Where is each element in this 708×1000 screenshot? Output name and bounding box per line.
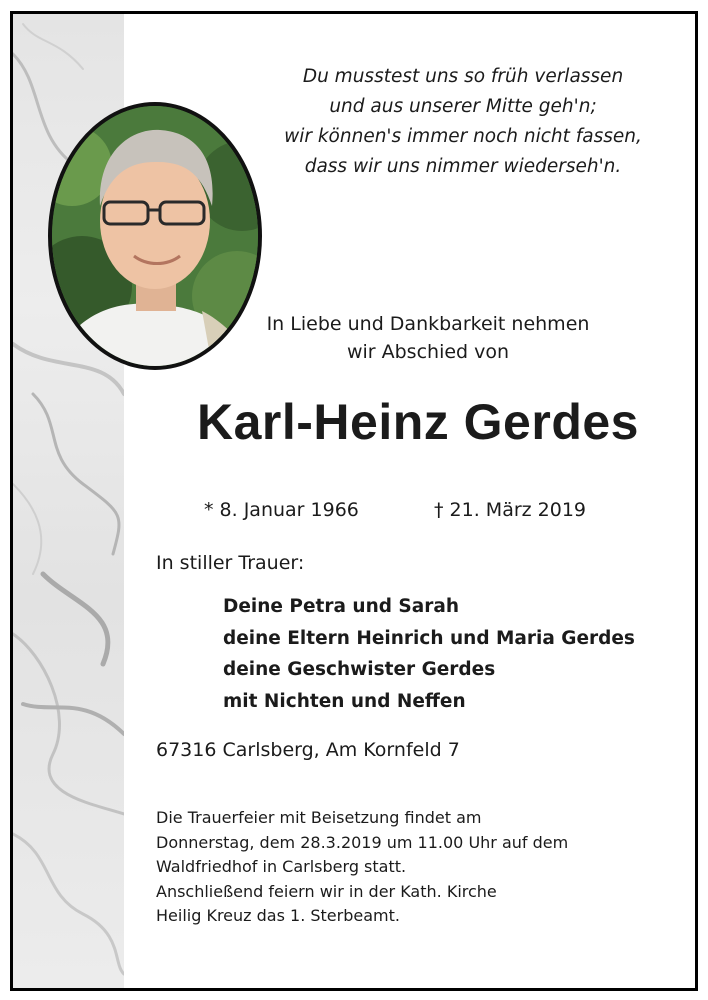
intro-line: In Liebe und Dankbarkeit nehmen: [266, 313, 590, 335]
funeral-line: Donnerstag, dem 28.3.2019 um 11.00 Uhr auf dem: [156, 832, 569, 852]
deceased-name: Karl-Heinz Gerdes: [197, 394, 639, 450]
family-member: Deine Petra und Sarah: [223, 596, 460, 617]
poem-line: wir können's immer noch nicht fassen,: [284, 126, 642, 147]
funeral-line: Waldfriedhof in Carlsberg statt.: [156, 857, 407, 876]
family-address: 67316 Carlsberg, Am Kornfeld 7: [156, 739, 460, 761]
funeral-line: Anschließend feiern wir in der Kath. Kirche: [156, 881, 497, 901]
funeral-line: Heilig Kreuz das 1. Sterbeamt.: [156, 906, 400, 925]
poem-line: und aus unserer Mitte geh'n;: [329, 96, 597, 117]
family-member: deine Eltern Heinrich und Maria Gerdes: [223, 627, 635, 649]
funeral-notice: [156, 806, 568, 929]
portrait-photo: [48, 102, 262, 370]
intro-line: wir Abschied von: [346, 341, 510, 363]
farewell-intro: [263, 310, 593, 366]
family-member: mit Nichten und Neffen: [223, 690, 466, 712]
family-list: [223, 591, 635, 717]
mourning-heading: In stiller Trauer:: [156, 552, 305, 574]
family-member: deine Geschwister Gerdes: [223, 659, 496, 680]
poem-line: Du musstest uns so früh verlassen: [302, 66, 624, 87]
obituary-card: [10, 11, 698, 991]
birth-date: * 8. Januar 1966: [204, 499, 359, 521]
memorial-poem: [263, 62, 663, 182]
death-date: † 21. März 2019: [434, 499, 587, 521]
funeral-line: Die Trauerfeier mit Beisetzung findet am: [156, 808, 482, 827]
poem-line: dass wir uns nimmer wiederseh'n.: [304, 156, 622, 177]
